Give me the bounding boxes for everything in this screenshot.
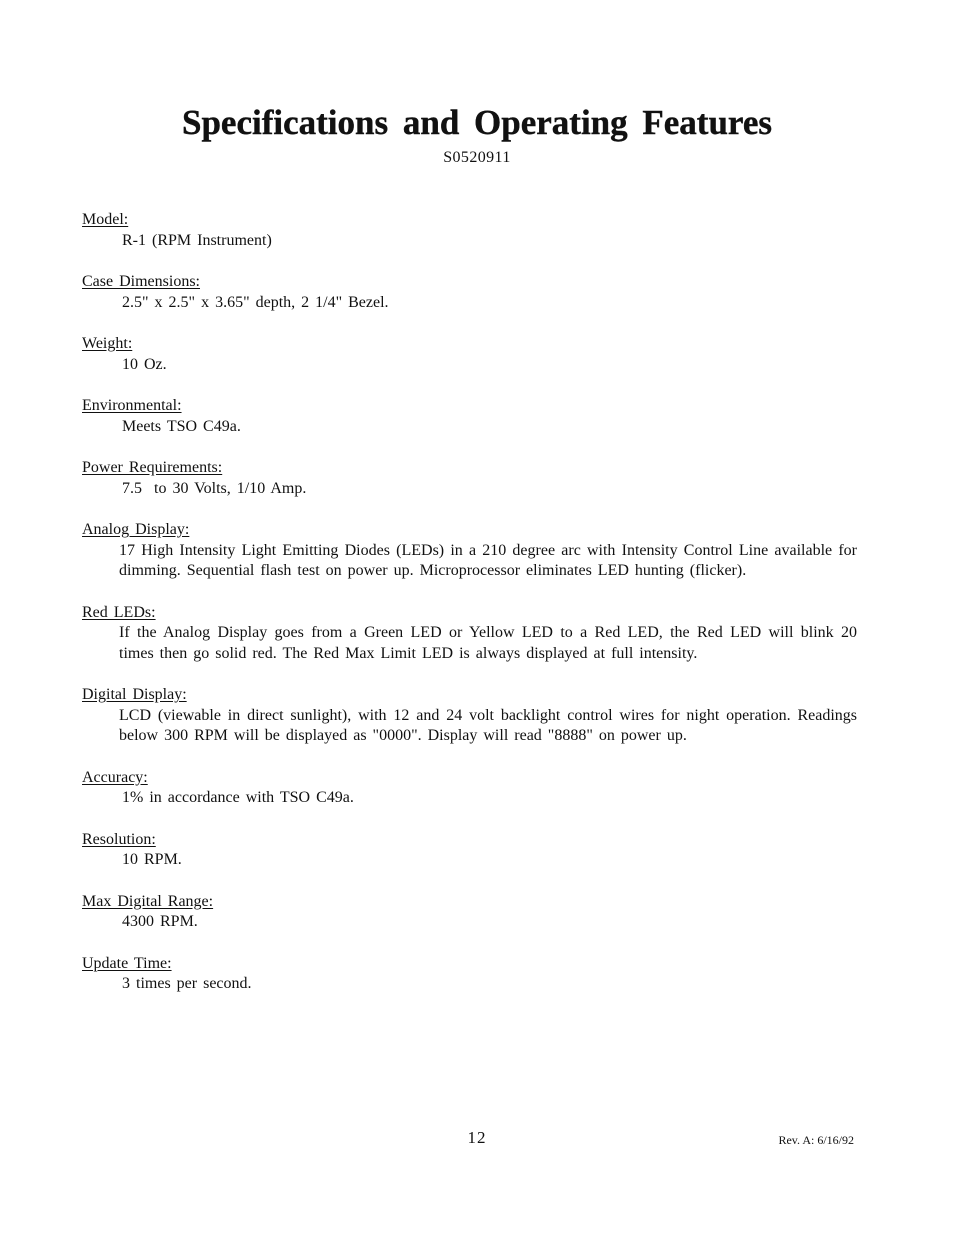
- document-number: S0520911: [443, 149, 511, 166]
- spec-label: Analog Display:: [82, 521, 190, 538]
- spec-value: 10 Oz.: [122, 355, 167, 373]
- revision-note: Rev. A: 6/16/92: [778, 1133, 854, 1147]
- page-title: Specifications and Operating Features: [182, 103, 772, 142]
- spec-case-dimensions: [82, 272, 857, 313]
- spec-digital-display: [82, 685, 857, 747]
- spec-value: 3 times per second.: [122, 975, 252, 992]
- spec-red-leds: [82, 603, 857, 665]
- spec-label: Resolution:: [82, 830, 156, 848]
- spec-analog-display: [82, 520, 857, 582]
- spec-update-time: [82, 954, 857, 995]
- spec-value: R-1 (RPM Instrument): [122, 231, 272, 249]
- specification-list: [82, 210, 857, 1016]
- spec-label: Accuracy:: [82, 768, 148, 786]
- spec-max-digital-range: [82, 892, 857, 933]
- spec-label: Red LEDs:: [82, 603, 156, 621]
- page-number: 12: [467, 1128, 487, 1147]
- spec-value: 2.5" x 2.5" x 3.65" depth, 2 1/4" Bezel.: [122, 293, 389, 311]
- spec-value: 1% in accordance with TSO C49a.: [122, 789, 354, 806]
- spec-label: Weight:: [82, 335, 133, 352]
- spec-model: [82, 210, 857, 251]
- spec-accuracy: [82, 768, 857, 809]
- spec-label: Update Time:: [82, 954, 172, 972]
- spec-environmental: [82, 396, 857, 437]
- spec-power-requirements: [82, 458, 857, 499]
- spec-label: Environmental:: [82, 397, 182, 414]
- spec-label: Case Dimensions:: [82, 273, 200, 290]
- spec-label: Power Requirements:: [82, 459, 223, 476]
- spec-value: 10 RPM.: [122, 851, 182, 868]
- spec-label: Model:: [82, 211, 129, 228]
- spec-weight: [82, 334, 857, 375]
- spec-value: Meets TSO C49a.: [122, 417, 241, 435]
- spec-label: Max Digital Range:: [82, 892, 214, 910]
- spec-value: 7.5 to 30 Volts, 1/10 Amp.: [122, 479, 307, 497]
- spec-value: 17 High Intensity Light Emitting Diodes (LEDs) in a 210 degree arc with Intensity Control Line available for dimming. Sequential flash test on power up. Microprocessor eliminates LED hunting (flicker).: [119, 541, 857, 579]
- spec-resolution: [82, 830, 857, 871]
- spec-label: Digital Display:: [82, 686, 187, 703]
- spec-value: If the Analog Display goes from a Green LED or Yellow LED to a Red LED, the Red LED will blink 20 times then go solid red. The Red Max Limit LED is always displayed at full intensity.: [119, 624, 857, 662]
- spec-value: LCD (viewable in direct sunlight), with 12 and 24 volt backlight control wires for night operation. Readings below 300 RPM will be displayed as "0000". Display will read "8888" on power up.: [119, 706, 857, 744]
- spec-value: 4300 RPM.: [122, 913, 198, 930]
